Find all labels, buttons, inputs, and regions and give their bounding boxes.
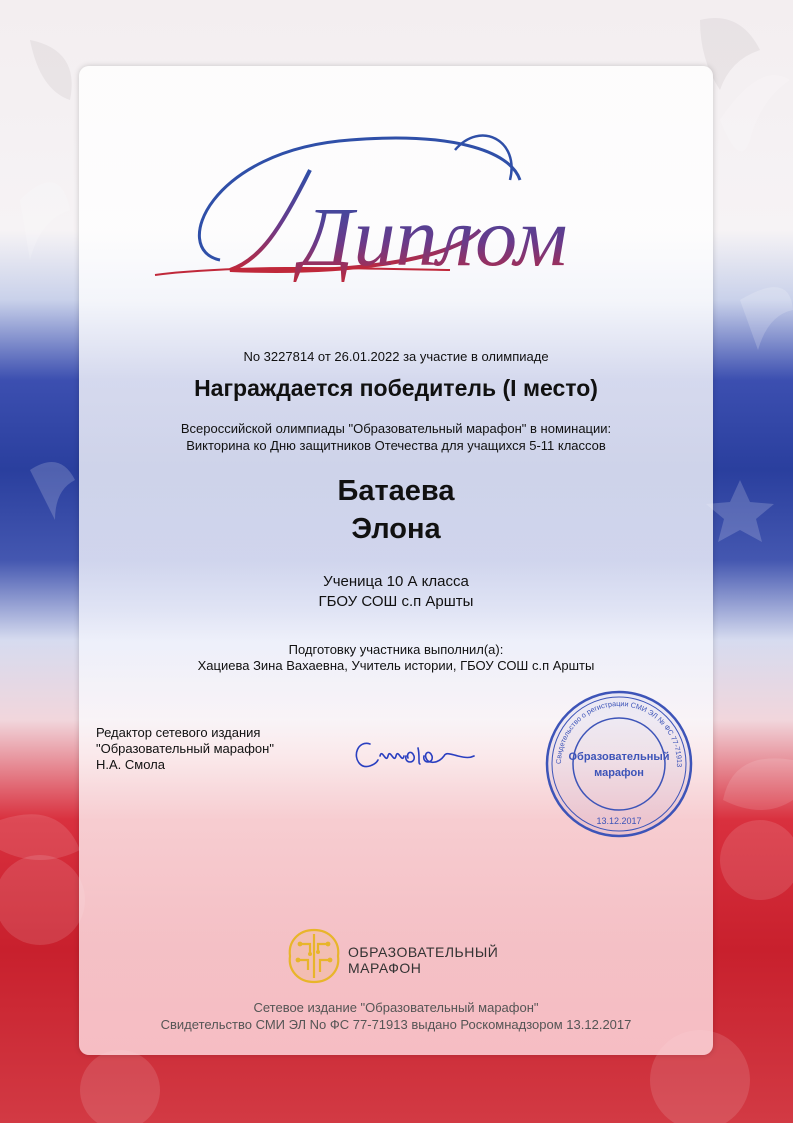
recipient-given-name: Элона <box>351 513 441 545</box>
stamp-date: 13.12.2017 <box>596 816 642 826</box>
stamp-center-line-1: Образовательный <box>568 751 670 763</box>
award-headline: Награждается победитель (I место) <box>194 375 598 401</box>
stamp-center-line-2: марафон <box>594 767 644 779</box>
certificate-title <box>150 110 650 290</box>
editor-block <box>96 725 274 773</box>
recipient-grade: Ученица 10 А класса <box>323 573 469 590</box>
preparation-teacher: Хациева Зина Вахаевна, Учитель истории, ГБОУ СОШ с.п Аршты <box>197 658 595 673</box>
logo-line-1: ОБРАЗОВАТЕЛЬНЫЙ <box>348 944 499 960</box>
editor-line-2: "Образовательный марафон" <box>96 741 274 756</box>
olympiad-line-1: Всероссийской олимпиады "Образовательный марафон" в номинации: <box>180 421 612 436</box>
publisher-stamp <box>543 688 695 840</box>
footer-publisher: Сетевое издание "Образовательный марафон" <box>253 1000 539 1015</box>
title-text: Диплом <box>300 191 568 284</box>
stamp-ring-text: Свидетельство о регистрации СМИ ЭЛ № ФС 77-71913 <box>553 698 685 768</box>
logo-line-2: МАРАФОН <box>348 960 422 976</box>
recipient-school: ГБОУ СОШ с.п Аршты <box>318 593 474 610</box>
editor-signature <box>348 726 488 780</box>
recipient-surname: Батаева <box>337 475 455 507</box>
olympiad-line-2: Викторина ко Дню защитников Отечества для учащихся 5-11 классов <box>186 438 606 453</box>
logo-wordmark <box>348 944 498 976</box>
editor-name: Н.А. Смола <box>96 757 165 772</box>
footer-registration: Свидетельство СМИ ЭЛ No ФС 77-71913 выдано Роскомнадзором 13.12.2017 <box>160 1017 632 1032</box>
editor-line-1: Редактор сетевого издания <box>96 725 261 740</box>
document-number: No 3227814 от 26.01.2022 за участие в олимпиаде <box>243 349 549 364</box>
preparation-label: Подготовку участника выполнил(а): <box>288 642 504 657</box>
